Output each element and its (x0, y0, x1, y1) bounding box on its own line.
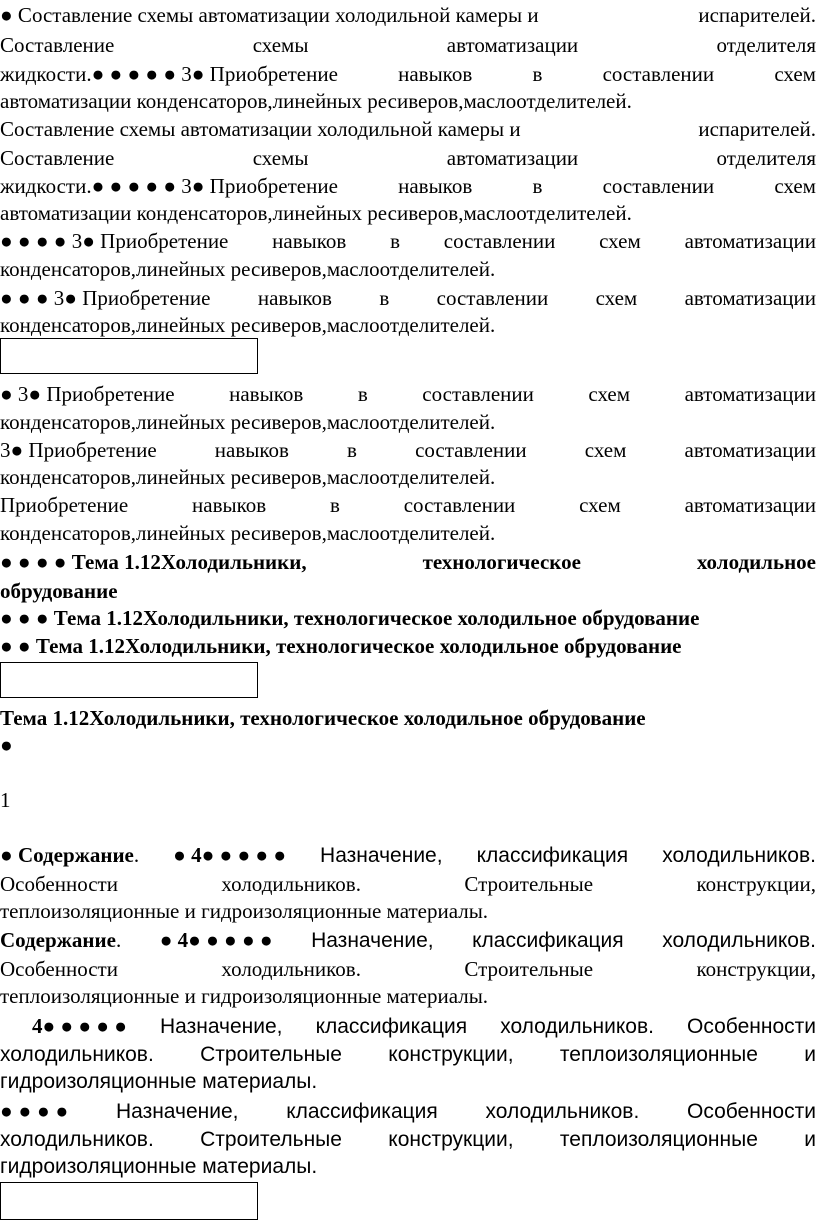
word: классификация (472, 929, 624, 952)
c1-markers: ● 4● ● ● ● ● (173, 843, 287, 867)
word: в (347, 438, 357, 462)
word: Особенности (0, 872, 118, 896)
c1-line3: теплоизоляционные и гидроизоляционные материалы. (0, 899, 489, 923)
word: конструкции, (388, 1043, 514, 1066)
word: Особенности (687, 1015, 816, 1038)
p7-line1 (0, 492, 816, 519)
p1-line1-b: испарителей. (698, 3, 816, 27)
word: ● 3● Приобретение (0, 382, 175, 406)
word: в (390, 229, 400, 253)
word: в (357, 382, 368, 406)
word: в (532, 174, 543, 198)
word: Строительные (200, 1128, 342, 1151)
bullet-glyph: ● (0, 733, 13, 757)
p2-line2 (0, 145, 816, 172)
word: Составление (0, 33, 115, 57)
word: теплоизоляционные (559, 1128, 758, 1151)
bullet: ● (0, 843, 13, 867)
topic3: ● ● Тема 1.12Холодильники, технологическое холодильное обрудование (0, 634, 682, 658)
word: навыков (398, 62, 473, 86)
word: в (329, 493, 340, 517)
word: составлении (602, 62, 715, 86)
word: технологическое (422, 550, 581, 574)
p7-line2: конденсаторов,линейных ресиверов,маслоотделителей. (0, 521, 496, 545)
word: автоматизации (684, 229, 816, 253)
c2-line3: теплоизоляционные и гидроизоляционные материалы. (0, 984, 489, 1008)
empty-frame-1 (0, 338, 258, 374)
content-label: Содержание (0, 928, 116, 952)
p3-line2: конденсаторов,линейных ресиверов,маслоотделителей. (0, 257, 496, 281)
empty-frame-3 (0, 1182, 258, 1220)
c4-markers: ● ● ● ● (0, 1100, 69, 1123)
c4-line1 (0, 1098, 816, 1125)
word: навыков (214, 438, 289, 462)
c3-markers: 4● ● ● ● ● (32, 1014, 127, 1038)
p4-line1 (0, 285, 816, 312)
c1-line2 (0, 871, 816, 898)
word: схем (595, 286, 638, 310)
word: ● ● ● ● 3● Приобретение (0, 229, 229, 253)
c2-lead (0, 927, 121, 954)
word: составлении (436, 286, 549, 310)
word: Строительные (200, 1043, 342, 1066)
word: Приобретение (0, 493, 129, 517)
p1-line4: автоматизации конденсаторов,линейных ресиверов,маслоотделителей. (0, 89, 632, 113)
word: теплоизоляционные (559, 1043, 758, 1066)
word: жидкости.● ● ● ● ● 3● Приобретение (0, 62, 338, 86)
word: Назначение, (115, 1100, 239, 1123)
word: Назначение, (320, 844, 443, 867)
p6-line1 (0, 437, 816, 464)
p4-line2: конденсаторов,линейных ресиверов,маслоотделителей. (0, 313, 496, 337)
word: холодильников. (0, 1043, 154, 1066)
word: отделителя (716, 146, 816, 170)
word: холодильников. (0, 1128, 154, 1151)
c2-line1 (0, 927, 816, 954)
p1-line3 (0, 61, 816, 88)
word: автоматизации (446, 146, 579, 170)
c2-line2 (0, 956, 816, 983)
word: схем (579, 493, 621, 517)
word: Составление (0, 146, 115, 170)
p1-line1 (0, 2, 816, 29)
word: составлении (415, 438, 527, 462)
word: в (379, 286, 390, 310)
word: автоматизации (684, 493, 816, 517)
word: отделителя (716, 33, 816, 57)
word: схем (584, 438, 627, 462)
p5-line2: конденсаторов,линейных ресиверов,маслоотделителей. (0, 410, 496, 434)
word: составлении (422, 382, 534, 406)
word: ● ● ● 3● Приобретение (0, 286, 211, 310)
p2-line1 (0, 116, 816, 143)
word: Назначение, (311, 929, 434, 952)
word: Особенности (687, 1100, 816, 1123)
p2-line4: автоматизации конденсаторов,линейных ресиверов,маслоотделителей. (0, 201, 632, 225)
word: холодильников. (221, 872, 361, 896)
c4-line2 (0, 1126, 816, 1153)
word: навыков (257, 286, 332, 310)
word: схем (774, 174, 816, 198)
word: конструкции, (696, 872, 816, 896)
word: и (804, 1128, 816, 1151)
word: холодильников. (485, 1100, 640, 1123)
word: жидкости.● ● ● ● ● 3● Приобретение (0, 174, 338, 198)
content-label: Содержание (17, 843, 134, 867)
word: схемы (252, 146, 309, 170)
word: Назначение, (159, 1015, 283, 1038)
c1-line1 (0, 842, 816, 869)
word: автоматизации (684, 286, 816, 310)
topic4: Тема 1.12Холодильники, технологическое холодильное обрудование (0, 706, 646, 730)
word: холодильников. (662, 844, 816, 867)
word: 3● Приобретение (0, 438, 157, 462)
empty-frame-2 (0, 662, 258, 698)
c3-line3: гидроизоляционные материалы. (0, 1070, 318, 1093)
word: автоматизации (684, 382, 816, 406)
word: Строительные (464, 872, 594, 896)
word: схем (774, 62, 816, 86)
word: холодильное (696, 550, 816, 574)
word: классификация (315, 1015, 468, 1038)
word: Особенности (0, 957, 118, 981)
c3-line1 (0, 1013, 816, 1040)
word: схемы (252, 33, 309, 57)
word: в (532, 62, 543, 86)
word: составлении (443, 229, 556, 253)
word: и (804, 1043, 816, 1066)
word: классификация (286, 1100, 438, 1123)
word: холодильников. (221, 957, 361, 981)
word: схем (588, 382, 631, 406)
page-number: 1 (0, 788, 11, 812)
word: составлении (403, 493, 516, 517)
word: навыков (272, 229, 347, 253)
word: конструкции, (388, 1128, 514, 1151)
word: ● ● ● ● Тема 1.12Холодильники, (0, 550, 307, 574)
word: Составление схемы автоматизации холодильной камеры и (0, 117, 521, 141)
word: автоматизации (446, 33, 579, 57)
word: составлении (602, 174, 715, 198)
c1-lead (0, 842, 139, 869)
p2-line3 (0, 173, 816, 200)
word: холодильников. (662, 929, 816, 952)
topic2: ● ● ● Тема 1.12Холодильники, технологическое холодильное обрудование (0, 606, 700, 630)
p3-line1 (0, 228, 816, 255)
word: испарителей. (698, 117, 816, 141)
p5-line1 (0, 381, 816, 408)
word: навыков (192, 493, 267, 517)
word: автоматизации (684, 438, 816, 462)
c3-line2 (0, 1041, 816, 1068)
p6-line2: конденсаторов,линейных ресиверов,маслоотделителей. (0, 465, 496, 489)
topic1-line2: обрудование (0, 579, 118, 603)
dot: . (115, 928, 122, 952)
topic1-line1 (0, 549, 816, 576)
word: классификация (476, 844, 629, 867)
word: Строительные (464, 957, 594, 981)
c2-markers: ● 4● ● ● ● ● (159, 928, 273, 952)
c4-line3: гидроизоляционные материалы. (0, 1155, 318, 1178)
p1-line1-a: ● Составление схемы автоматизации холодильной камеры и (0, 3, 539, 27)
word: конструкции, (696, 957, 816, 981)
word: навыков (398, 174, 473, 198)
p1-line2 (0, 32, 816, 59)
word: холодильников. (500, 1015, 654, 1038)
dot: . (133, 843, 140, 867)
word: навыков (229, 382, 304, 406)
word: схем (599, 229, 641, 253)
